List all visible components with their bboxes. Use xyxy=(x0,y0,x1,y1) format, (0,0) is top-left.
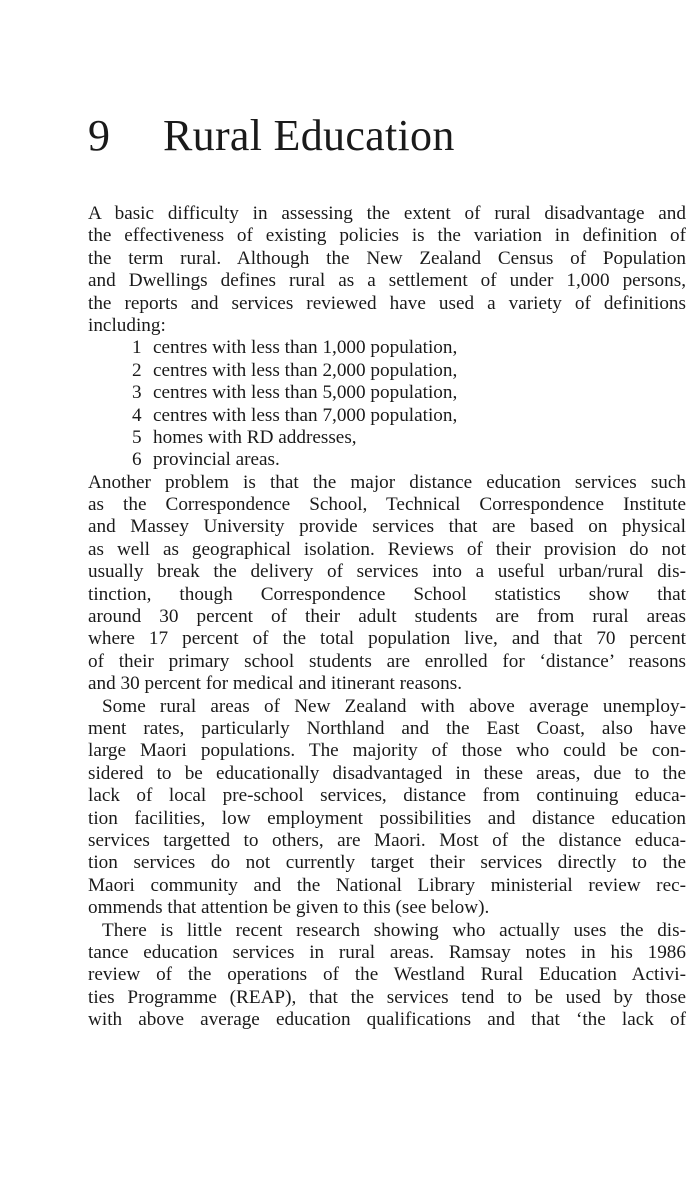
chapter-number: 9 xyxy=(88,111,111,160)
text-line: the effectiveness of existing policies is the variation in definition of xyxy=(88,225,686,247)
text-line: review of the operations of the Westland Rural Education Activi- xyxy=(88,964,686,986)
text-line: tion facilities, low employment possibilities and distance education xyxy=(88,807,686,829)
text-line: sidered to be educationally disadvantaged in these areas, due to the xyxy=(88,762,686,784)
list-number: 1 xyxy=(132,337,142,359)
list-number: 5 xyxy=(132,426,142,448)
list-text: centres with less than 5,000 population, xyxy=(153,382,458,404)
text-line: There is little recent research showing who actually uses the dis- xyxy=(102,919,686,941)
text-line: of their primary school students are enrolled for ‘distance’ reasons xyxy=(88,650,686,672)
text-line: around 30 percent of their adult students are from rural areas xyxy=(88,606,686,628)
list-number: 3 xyxy=(132,382,142,404)
text-line: ment rates, particularly Northland and the East Coast, also have xyxy=(88,717,686,739)
text-line: ommends that attention be given to this (see below). xyxy=(88,897,490,919)
text-line: services targetted to others, are Maori. Most of the distance educa- xyxy=(88,829,686,851)
text-line: and 30 percent for medical and itinerant reasons. xyxy=(88,673,463,695)
text-line: and Massey University provide services that are based on physical xyxy=(88,516,686,538)
text-line: usually break the delivery of services into a useful urban/rural dis- xyxy=(88,561,686,583)
intro-paragraph xyxy=(88,203,686,337)
text-line: Some rural areas of New Zealand with above average unemploy- xyxy=(102,695,686,717)
list-number: 4 xyxy=(132,404,142,426)
text-line: tance education services in rural areas. Ramsay notes in his 1986 xyxy=(88,941,686,963)
list-text: provincial areas. xyxy=(153,449,280,471)
list-item xyxy=(88,405,686,427)
list-text: homes with RD addresses, xyxy=(153,426,357,448)
text-line: lack of local pre-school services, distance from continuing educa- xyxy=(88,785,686,807)
text-line: Maori community and the National Library ministerial review rec- xyxy=(88,874,686,896)
text-line: Another problem is that the major distance education services such xyxy=(88,471,686,493)
list-item xyxy=(88,382,686,404)
text-line: and Dwellings defines rural as a settlement of under 1,000 persons, xyxy=(88,270,686,292)
definition-list xyxy=(88,337,686,471)
list-item xyxy=(88,449,686,471)
list-item xyxy=(88,427,686,449)
list-text: centres with less than 1,000 population, xyxy=(153,337,458,359)
text-line: tinction, though Correspondence School statistics show that xyxy=(88,583,686,605)
chapter-heading xyxy=(88,108,455,164)
text-line: where 17 percent of the total population live, and that 70 percent xyxy=(88,628,686,650)
text-line: with above average education qualifications and that ‘the lack of xyxy=(88,1009,686,1031)
paragraph-research xyxy=(88,920,686,1032)
text-line: including: xyxy=(88,314,166,336)
text-line: the reports and services reviewed have used a variety of definitions xyxy=(88,292,686,314)
text-line: the term rural. Although the New Zealand Census of Population xyxy=(88,247,686,269)
paragraph-maori-populations xyxy=(88,696,686,920)
text-line: as well as geographical isolation. Reviews of their provision do not xyxy=(88,538,686,560)
list-text: centres with less than 2,000 population, xyxy=(153,359,458,381)
text-line: tion services do not currently target their services directly to the xyxy=(88,852,686,874)
list-item xyxy=(88,337,686,359)
list-text: centres with less than 7,000 population, xyxy=(153,404,458,426)
list-number: 6 xyxy=(132,449,142,471)
list-number: 2 xyxy=(132,359,142,381)
text-line: A basic difficulty in assessing the extent of rural disadvantage and xyxy=(88,203,686,224)
text-line: ties Programme (REAP), that the services tend to be used by those xyxy=(88,986,686,1008)
chapter-title: Rural Education xyxy=(163,111,455,160)
text-line: large Maori populations. The majority of those who could be con- xyxy=(88,740,686,762)
list-item xyxy=(88,360,686,382)
body-text xyxy=(88,203,686,1031)
text-line: as the Correspondence School, Technical Correspondence Institute xyxy=(88,494,686,516)
paragraph-distance-services xyxy=(88,472,686,696)
